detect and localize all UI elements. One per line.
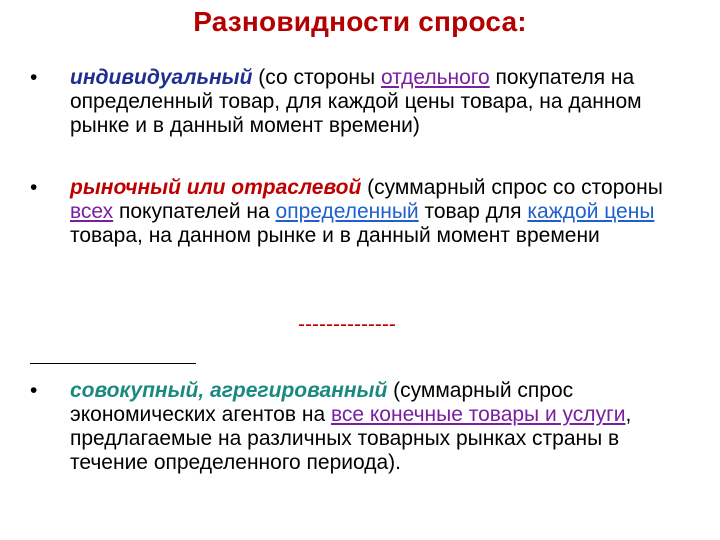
bullet-text	[70, 66, 700, 138]
text-segment: покупателей на	[113, 200, 276, 223]
bullet-item-market	[30, 176, 700, 248]
link-opredelennyj[interactable]: определенный	[275, 200, 419, 223]
text-segment: покупателя на определенный товар, для каждой цены товара, на данном рынке и в данный момент времени)	[70, 66, 642, 137]
text-segment: товара, на данном рынке и в данный момент времени	[70, 224, 600, 247]
text-segment: , предлагаемые на различных товарных рынках страны в течение определенного периода).	[70, 403, 632, 474]
link-vseh[interactable]: всех	[70, 200, 114, 223]
horizontal-rule	[30, 363, 196, 364]
link-otdelnogo[interactable]: отдельного	[380, 66, 490, 89]
bullet-text	[70, 176, 700, 248]
term-aggregate: совокупный, агрегированный	[70, 379, 388, 402]
bullet-marker: •	[30, 379, 38, 402]
text-segment: (суммарный спрос со стороны	[361, 176, 663, 199]
slide-title: Разновидности спроса:	[193, 6, 527, 37]
dashed-separator: --------------	[298, 313, 396, 336]
bullet-text	[70, 379, 700, 475]
bullet-marker: •	[30, 66, 38, 89]
bullet-item-individual	[30, 66, 700, 138]
term-market: рыночный или отраслевой	[70, 176, 362, 199]
text-segment: (со стороны	[252, 66, 381, 89]
link-vse-konechnye-tovary[interactable]: все конечные товары и услуги	[330, 403, 626, 426]
text-segment: товар для	[418, 200, 528, 223]
text-segment: (суммарный спрос экономических агентов на	[70, 379, 574, 426]
bullet-marker: •	[30, 176, 38, 199]
link-kazhdoj-ceny[interactable]: каждой цены	[527, 200, 655, 223]
bullet-item-aggregate	[30, 379, 700, 475]
term-individual: индивидуальный	[70, 66, 253, 89]
